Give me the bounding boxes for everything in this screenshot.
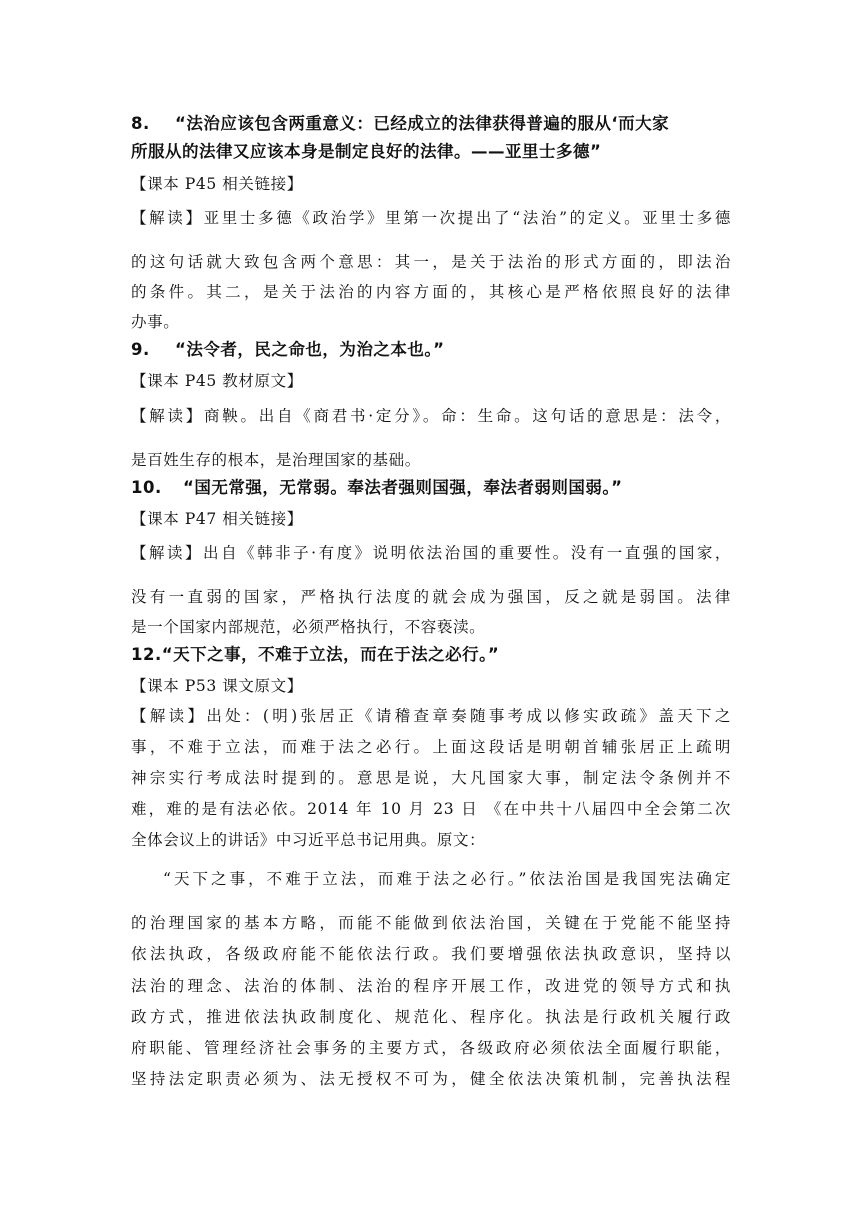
item-12-original-line-5: 政方式，推进依法执政制度化、规范化、程序化。执法是行政机关履行政 — [131, 1008, 731, 1026]
item-9-explanation-line-2: 是百姓生存的根本，是治理国家的基础。 — [131, 451, 421, 469]
item-12-original-line-6: 府职能、管理经济社会事务的主要方式，各级政府必须依法全面履行职能， — [131, 1039, 731, 1057]
item-10-explanation-line-2: 没有一直弱的国家，严格执行法度的就会成为强国，反之就是弱国。法律 — [131, 588, 731, 606]
item-12-explanation-line-4: 难，难的是有法必依。2014 年 10 月 23 日 《在中共十八届四中全会第二次 — [131, 800, 731, 818]
item-8-explanation-line-1: 【解读】亚里士多德《政治学》里第一次提出了“法治”的定义。亚里士多德 — [131, 209, 731, 227]
item-12-original-line-1: “天下之事，不难于立法，而难于法之必行。”依法治国是我国宪法确定 — [163, 870, 731, 888]
item-12-explanation-line-2: 事，不难于立法，而难于法之必行。上面这段话是明朝首辅张居正上疏明 — [131, 738, 731, 756]
item-number: 8. — [131, 114, 150, 133]
item-8-quote-line-2: 所服从的法律又应该本身是制定良好的法律。——亚里士多德” — [131, 142, 602, 161]
item-number: 9. — [131, 340, 150, 359]
item-12-original-line-4: 法治的理念、法治的体制、法治的程序开展工作，改进党的领导方式和执 — [131, 977, 731, 995]
item-number: 12. — [131, 645, 162, 664]
item-8-explanation-line-2: 的这句话就大致包含两个意思：其一，是关于法治的形式方面的，即法治 — [131, 253, 731, 271]
item-9-explanation-line-1: 【解读】商鞅。出自《商君书·定分》。命：生命。这句话的意思是：法令， — [131, 407, 731, 425]
item-9-quote — [131, 338, 731, 362]
item-9-source: 【课本 P45 教材原文】 — [131, 372, 303, 390]
item-8-explanation-line-4: 办事。 — [131, 313, 180, 331]
quote-text: “法令者，民之命也，为治之本也。” — [175, 340, 445, 359]
item-10-explanation-line-3: 是一个国家内部规范，必须严格执行，不容亵渎。 — [131, 618, 486, 636]
item-10-quote — [131, 476, 731, 500]
quote-text: “法治应该包含两重意义：已经成立的法律获得普遍的服从‘而大家 — [175, 114, 670, 133]
item-10-explanation-line-1: 【解读】出自《韩非子·有度》说明依法治国的重要性。没有一直强的国家， — [131, 544, 731, 562]
item-12-source: 【课本 P53 课文原文】 — [131, 677, 303, 695]
quote-text: “天下之事，不难于立法，而在于法之必行。” — [161, 645, 500, 664]
quote-text: “国无常强，无常弱。奉法者强则国强，奉法者弱则国弱。” — [183, 478, 623, 497]
item-8-quote-line-1 — [131, 112, 731, 136]
item-number: 10. — [131, 478, 162, 497]
item-12-original-line-7: 坚持法定职责必须为、法无授权不可为，健全依法决策机制，完善执法程 — [131, 1070, 731, 1088]
item-12-quote — [131, 643, 731, 667]
item-8-explanation-line-3: 的条件。其二，是关于法治的内容方面的，其核心是严格依照良好的法律 — [131, 283, 731, 301]
item-10-source: 【课本 P47 相关链接】 — [131, 510, 303, 528]
item-12-original-line-3: 依法执政，各级政府能不能依法行政。我们要增强依法执政意识，坚持以 — [131, 945, 731, 963]
item-8-source: 【课本 P45 相关链接】 — [131, 175, 303, 193]
item-12-explanation-line-1: 【解读】出处：(明)张居正《请稽查章奏随事考成以修实政疏》盖天下之 — [131, 707, 731, 725]
item-12-explanation-line-3: 神宗实行考成法时提到的。意思是说，大凡国家大事，制定法令条例并不 — [131, 769, 731, 787]
item-12-original-line-2: 的治理国家的基本方略，而能不能做到依法治国，关键在于党能不能坚持 — [131, 914, 731, 932]
item-12-explanation-line-5: 全体会议上的讲话》中习近平总书记用典。原文： — [131, 831, 486, 849]
